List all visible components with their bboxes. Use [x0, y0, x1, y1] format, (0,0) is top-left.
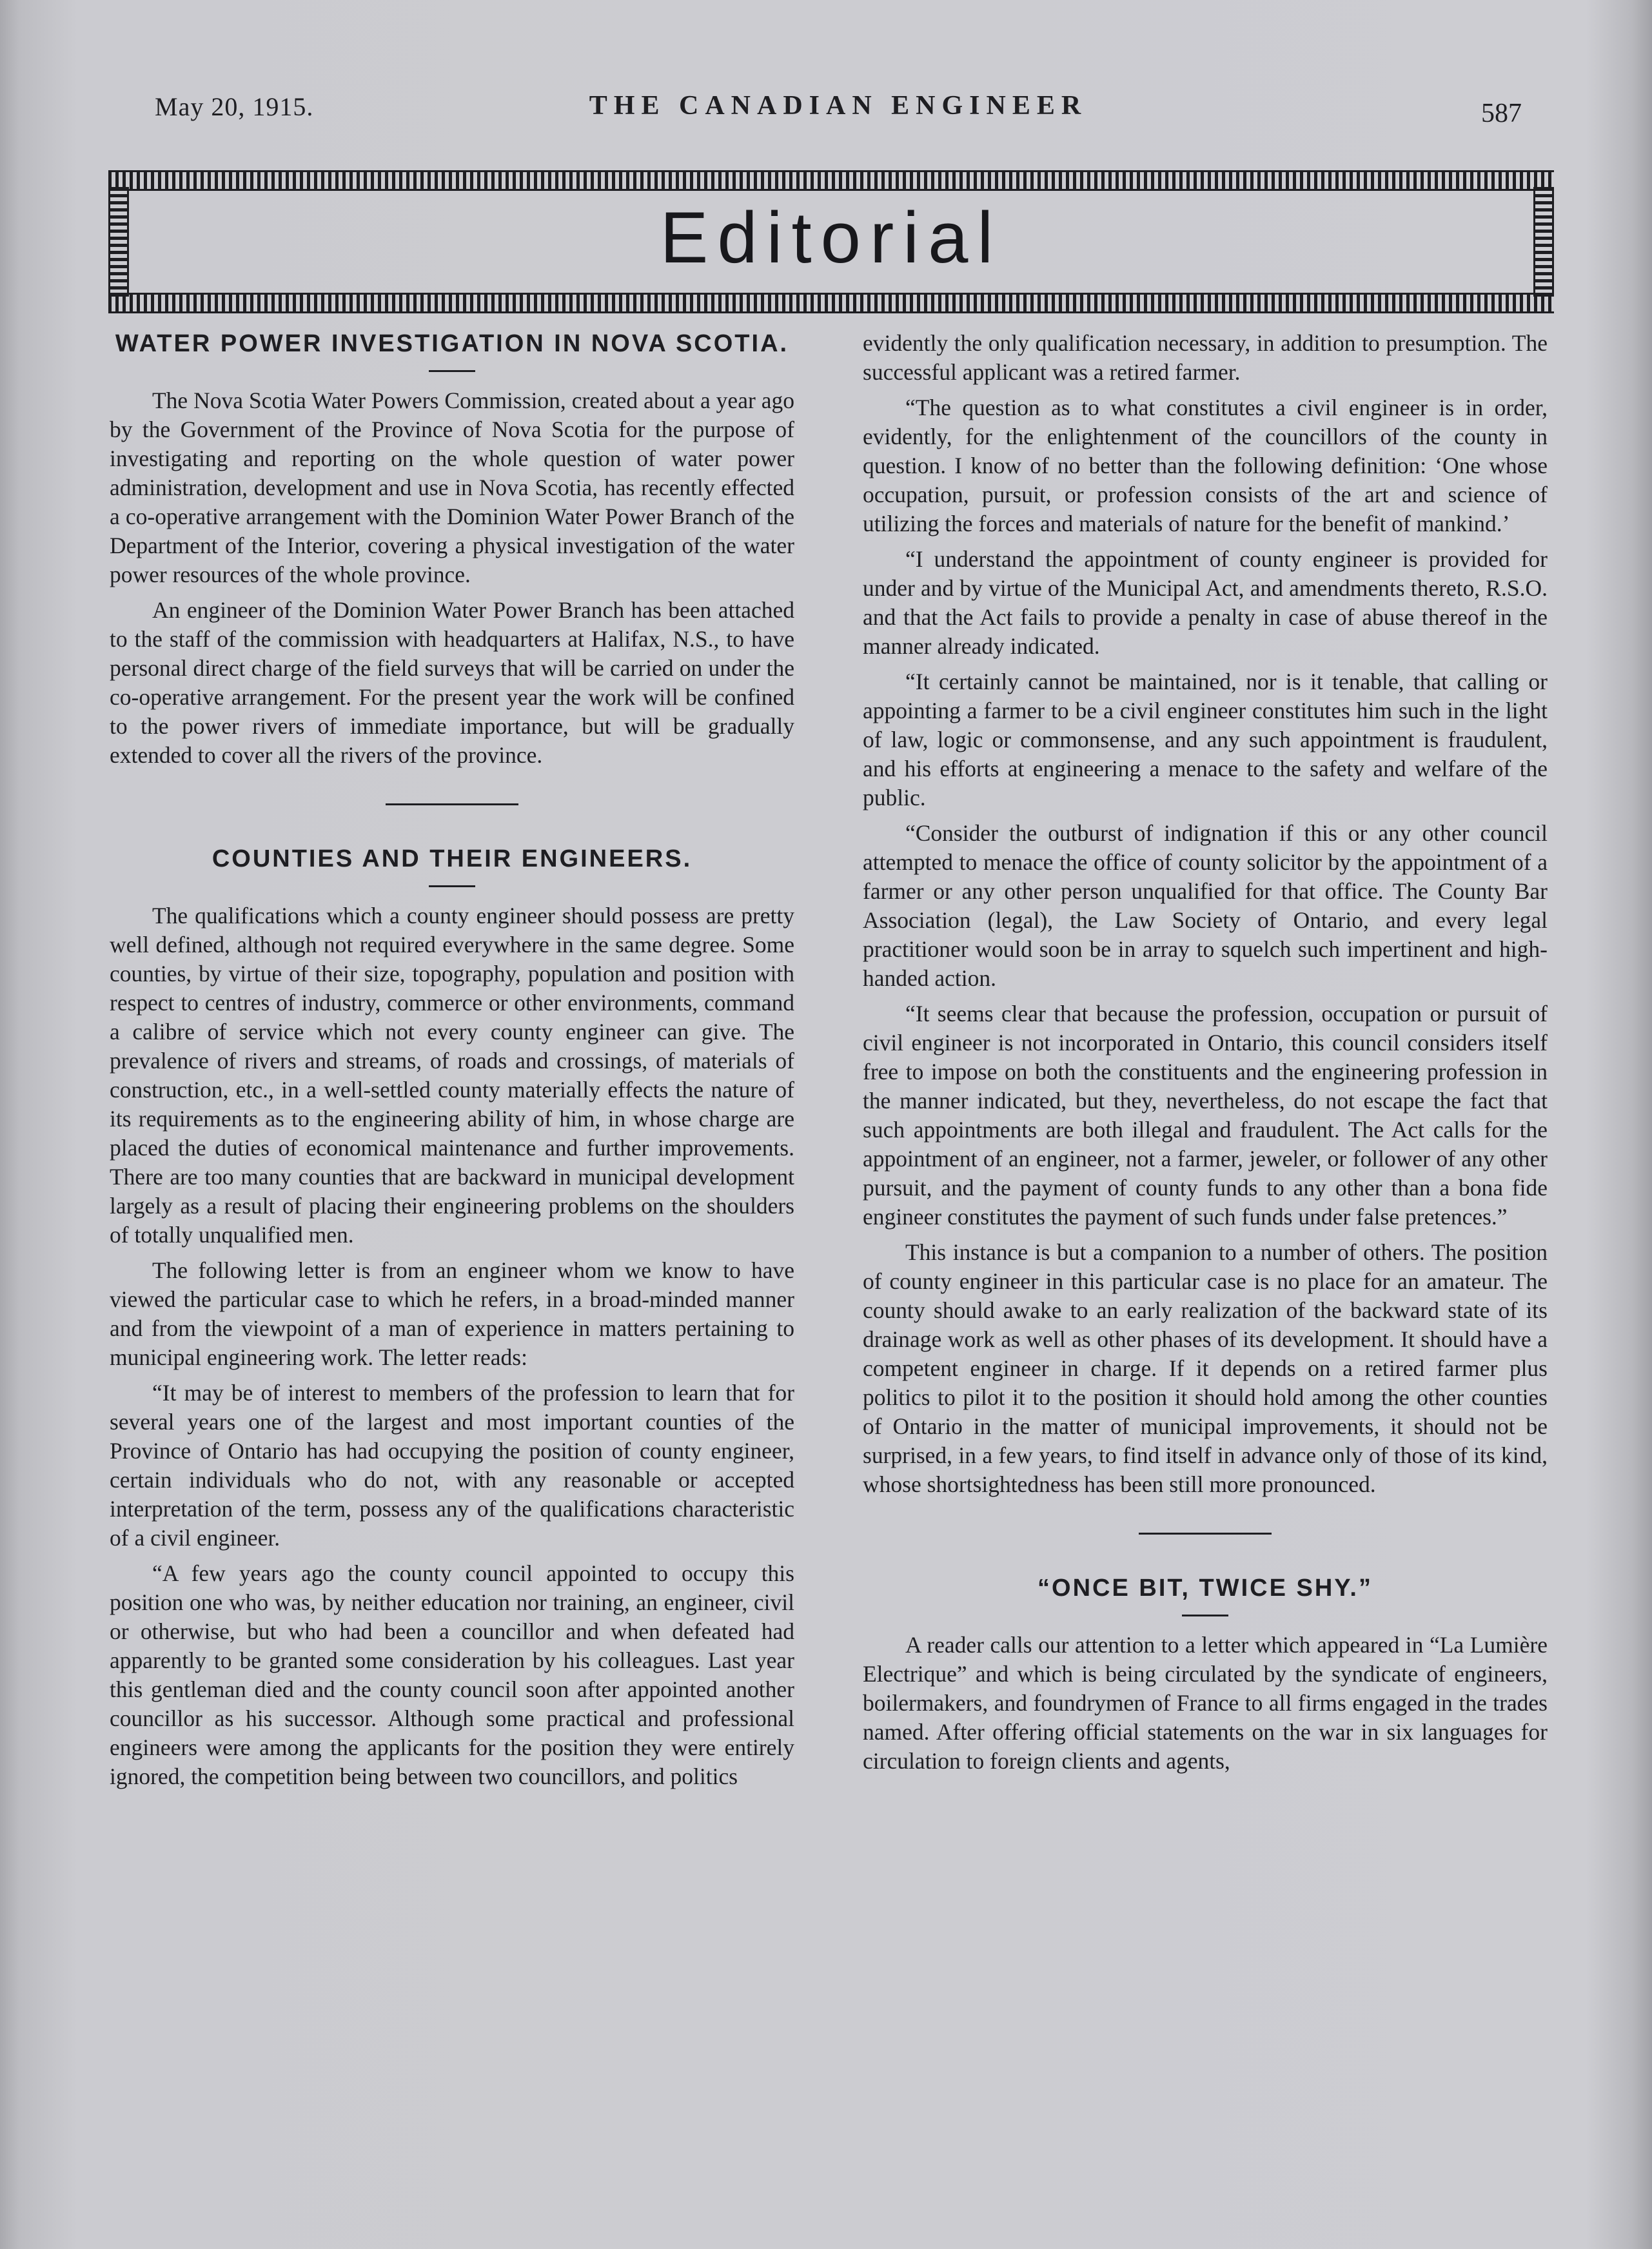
issue-date: May 20, 1915. [155, 92, 314, 121]
banner-title: Editorial [660, 197, 1003, 278]
paragraph: The following letter is from an engineer whom we know to have viewed the particular case to which he refers, in a broad-minded manner and from the viewpoint of a man of experience in matters pertaining to municipal engineering work. The letter reads: [110, 1257, 794, 1370]
paragraph: A reader calls our attention to a letter which appeared in “La Lumière Electrique” and which is being circulated by the syndicate of engineers, boilermakers, and foundrymen of France to all firms engaged in the trades named. After offering official statements on the war in six languages for circulation to foreign clients and agents, [863, 1632, 1548, 1774]
paragraph: An engineer of the Dominion Water Power Branch has been attached to the staff of the commission with headquarters at Halifax, N.S., to have personal direct charge of the field surveys that will be carried on under the co-operative arrangement. For the present year the work will be confined to the power rivers of immediate importance, but will be gradually extended to cover all the rivers of the province. [110, 597, 794, 768]
editorial-banner [108, 170, 1554, 313]
heading-underline [429, 885, 475, 887]
paragraph-continued: evidently the only qualification necessary, in addition to presumption. The successful applicant was a retired farmer. [863, 330, 1548, 385]
paragraph: “It certainly cannot be maintained, nor is it tenable, that calling or appointing a farmer to be a civil engineer constitutes him such in the light of law, logic or commonsense, and any such appointment is fraudulent, and his efforts at engineering a menace to the safety and welfare of the public. [863, 669, 1548, 810]
banner-top-rule [108, 170, 1554, 191]
paragraph: “A few years ago the county council appointed to occupy this position one who was, by neither education nor training, an engineer, civil or otherwise, but who had been a councillor and when defeated had apparently to be granted some consideration by his colleagues. Last year this gentleman died and the county council soon after appointed another councillor as his successor. Although some practical and professional engineers were among the applicants for the position they were entirely ignored, the competition being between two councillors, and politics [110, 1560, 794, 1789]
heading-underline [429, 370, 475, 372]
running-head [155, 84, 1522, 135]
right-column [863, 329, 1548, 1782]
page-number: 587 [1481, 99, 1522, 128]
paragraph: “It may be of interest to members of the profession to learn that for several years one of the largest and most important counties of the Province of Ontario has had occupying the position of county engineer, certain individuals who do not, with any reasonable or accepted interpretation of the term, possess any of the qualifications characteristic of a civil engineer. [110, 1380, 794, 1551]
left-column [110, 329, 794, 1798]
heading-water-power: WATER POWER INVESTIGATION IN NOVA SCOTIA. [115, 330, 789, 357]
paragraph: “Consider the outburst of indignation if this or any other council attempted to menace the office of county solicitor by the appointment of a farmer or any other person unqualified for that office. The County Bar Association (legal), the Law Society of Ontario, and every legal practitioner would soon be in array to squelch such impertinent and high-handed action. [863, 820, 1548, 991]
journal-title: THE CANADIAN ENGINEER [589, 91, 1088, 121]
section-divider [1139, 1533, 1272, 1535]
banner-bottom-rule [108, 293, 1554, 313]
paragraph: “It seems clear that because the profession, occupation or pursuit of civil engineer is not incorporated in Ontario, this council considers itself free to impose on both the constituents and the engineering profession in the manner indicated, but they, nevertheless, do not escape the fact that such appointments are both illegal and fraudulent. The Act calls for the appointment of an engineer, not a farmer, jeweler, or follower of any other pursuit, and the payment of county funds to any other than a bona fide engineer constitutes the payment of such funds under false pretences.” [863, 1001, 1548, 1230]
paragraph: The qualifications which a county engineer should possess are pretty well defined, although not required everywhere in the same degree. Some counties, by virtue of their size, topography, population and position with respect to centres of industry, commerce or other environments, command a calibre of service which not every county engineer can give. The prevalence of rivers and streams, of roads and crossings, of materials of construction, etc., in a well-settled county materially effects the nature of its requirements as to the engineering ability of him, in whose charge are placed the duties of economical maintenance and further improvements. There are too many counties that are backward in municipal development largely as a result of placing their engineering problems on the shoulders of totally unqualified men. [110, 903, 794, 1248]
paragraph: “I understand the appointment of county engineer is provided for under and by virtue of the Municipal Act, and amendments thereto, R.S.O. and that the Act fails to provide a penalty in case of abuse thereof in the manner already indicated. [863, 546, 1548, 659]
paragraph: “The question as to what constitutes a civil engineer is in order, evidently, for the enlightenment of the councillors of the county in question. I know of no better than the following definition: ‘One whose occupation, pursuit, or profession consists of the art and science of utilizing the forces and materials of nature for the benefit of mankind.’ [863, 395, 1548, 536]
section-divider [386, 803, 518, 805]
heading-once-bit: “ONCE BIT, TWICE SHY.” [1037, 1575, 1373, 1602]
heading-underline [1182, 1615, 1228, 1616]
paragraph: The Nova Scotia Water Powers Commission, created about a year ago by the Government of the Province of Nova Scotia for the purpose of investigating and reporting on the whole question of water power administration, development and use in Nova Scotia, has recently effected a co-operative arrangement with the Dominion Water Power Branch of the Department of the Interior, covering a physical investigation of the water power resources of the whole province. [110, 388, 794, 587]
heading-counties: COUNTIES AND THEIR ENGINEERS. [211, 845, 693, 872]
paragraph: This instance is but a companion to a number of others. The position of county engineer in this particular case is no place for an amateur. The county should awake to an early realization of the backward state of its drainage work as well as other phases of its development. It should have a competent engineer in charge. If it depends on a retired farmer plus politics to pilot it to the position it should hold among the other counties of Ontario in the matter of municipal improvements, it should not be surprised, in a few years, to find itself in advance only of those of its kind, whose shortsightedness has been still more pronounced. [863, 1239, 1548, 1497]
